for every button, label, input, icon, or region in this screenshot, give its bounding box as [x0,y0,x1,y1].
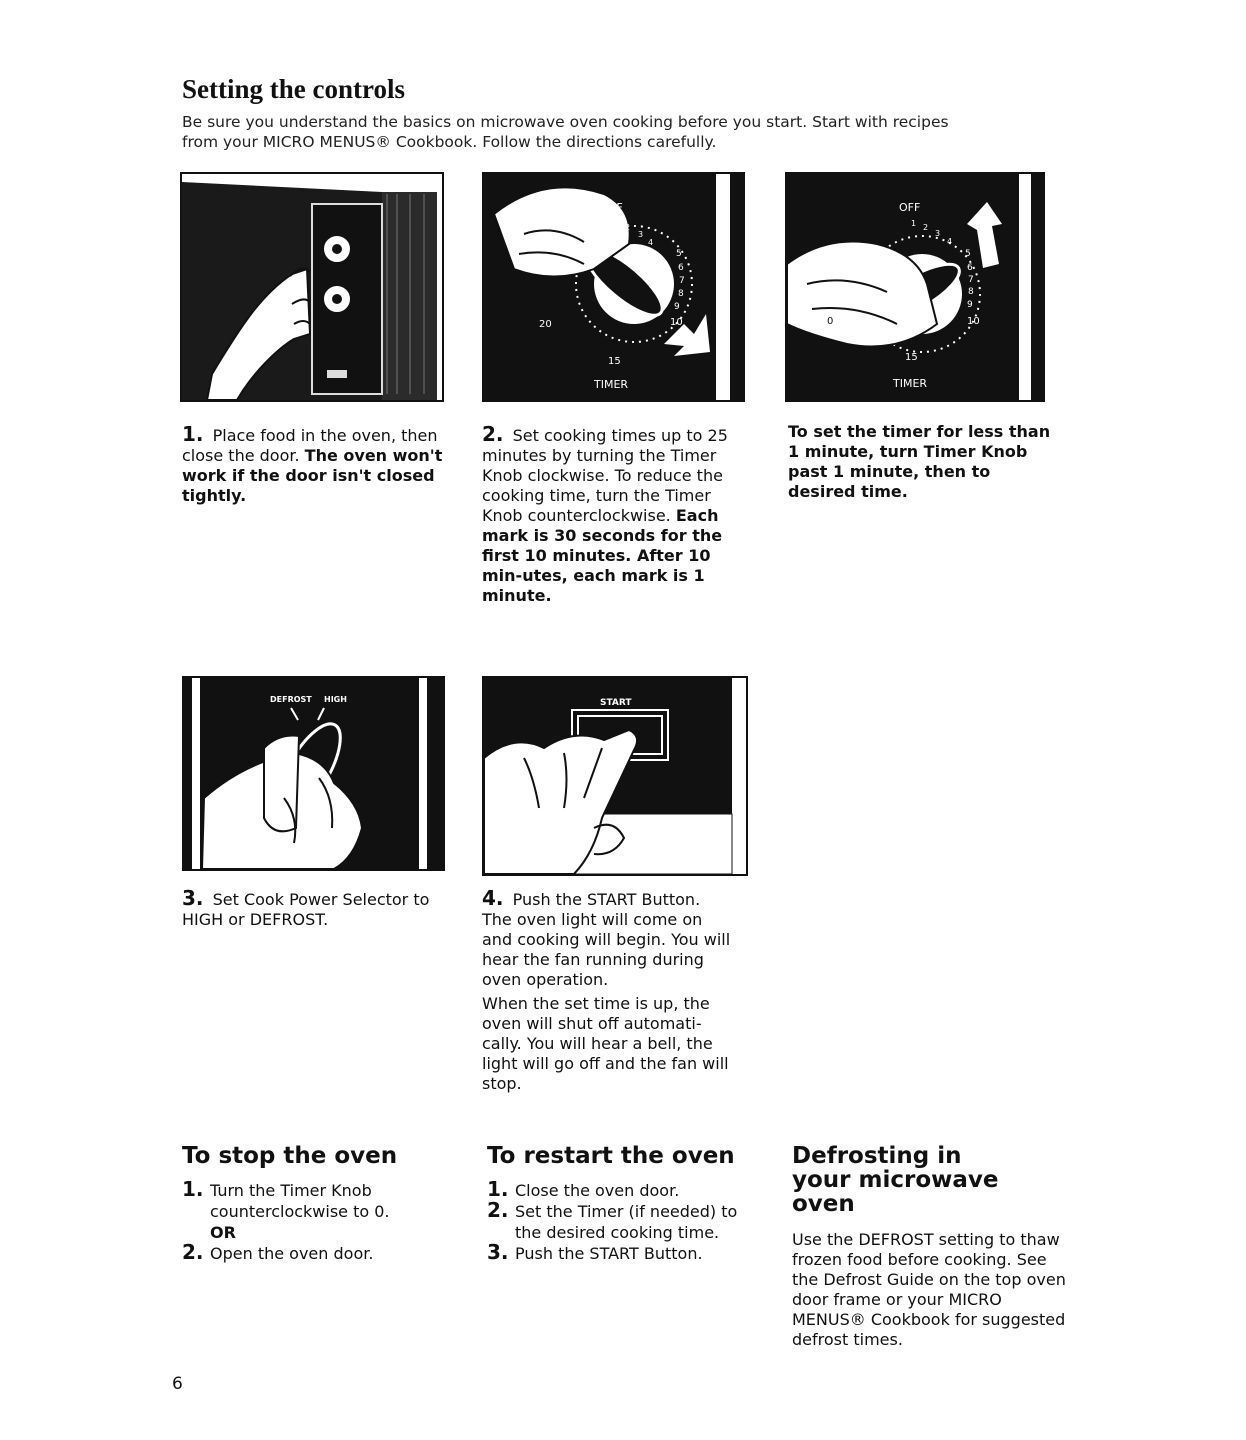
restart-item-3-number: 3. [487,1240,509,1264]
defrost-section [792,1144,1072,1350]
step-2-caption [482,424,744,606]
figure-oven-door [180,172,444,402]
timer-mark-15: 15 [608,356,621,367]
step-2-bold: Each mark is 30 seconds for the first 10 minutes. After 10 min-utes, each mark is 1 minute. [482,506,723,605]
timer2-mark-1: 1 [911,219,917,228]
figure-start-button [482,676,748,876]
figure-timer-past-one [785,172,1045,402]
figure-cook-power [182,676,445,871]
restart-item-3-text: Push the START Button. [515,1244,703,1263]
timer2-mark-10: 10 [967,316,980,327]
stop-list-continued [182,1240,452,1264]
step-2-number: 2. [482,422,504,446]
stop-item-2-text: Open the oven door. [210,1244,374,1263]
step-3-caption [182,888,444,930]
timer2-mark-5: 5 [965,249,971,259]
restart-item-1-text: Close the oven door. [515,1181,680,1200]
cook-label: :OOK [266,856,295,869]
timer2-mark-3: 3 [935,229,941,238]
list-item [182,1240,452,1264]
timer-mark-8: 8 [678,289,684,299]
timer-mark-20: 20 [539,319,552,330]
stop-item-1-number: 1. [182,1177,204,1201]
step-4-number: 4. [482,886,504,910]
timer2-mark-4: 4 [947,237,953,246]
timer-mark-5: 5 [676,249,682,259]
timer-mark-9: 9 [674,302,680,312]
timer-mark-2: 2 [625,223,631,232]
list-item [487,1240,753,1264]
page-title: Setting the controls [182,74,405,104]
step-4-caption [482,888,732,990]
timer2-off-label: OFF [899,201,921,214]
figure-timer-clockwise [482,172,745,402]
cook-power-illustration [184,678,443,869]
step-1-text: Place food in the oven, then close the door. [182,426,438,465]
stop-section [182,1144,452,1264]
defrost-heading: Defrosting in your microwave oven [792,1143,999,1217]
restart-item-2-number: 2. [487,1198,509,1222]
stop-item-1-text: Turn the Timer Knob counterclockwise to 0. [210,1181,390,1221]
step-1-caption [182,424,454,506]
timer2-mark-8: 8 [968,287,974,297]
timer2-mark-9: 9 [967,300,973,310]
restart-item-2-text: Set the Timer (if needed) to the desired cooking time. [515,1202,738,1242]
restart-list [487,1177,753,1264]
timer2-mark-7: 7 [968,275,974,285]
start-label: START [600,698,632,708]
stop-list [182,1177,452,1222]
timer-knob-past-illustration [787,174,1043,400]
timer-mark-3: 3 [638,230,644,239]
restart-heading: To restart the oven [487,1143,735,1169]
timer-knob-illustration [484,174,743,400]
stop-item-2-number: 2. [182,1240,204,1264]
list-item [182,1177,452,1222]
timer-mark-4: 4 [648,238,654,247]
oven-door-illustration [182,174,442,400]
restart-item-1-number: 1. [487,1177,509,1201]
list-item [487,1177,753,1201]
timer-mark-7: 7 [679,276,685,286]
step-3-number: 3. [182,886,204,910]
step-1-number: 1. [182,422,204,446]
timer2-mark-2: 2 [923,223,929,232]
timer2-mark-6: 6 [967,263,973,273]
defrost-label: DEFROST [270,695,312,704]
timer-mark-10: 10 [670,317,683,328]
list-item [487,1198,753,1243]
step-4-text: Push the START Button. The oven light will come on and cooking will begin. You will hear the fan running during oven operation. [482,890,731,989]
stop-heading: To stop the oven [182,1143,398,1169]
high-label: HIGH [324,695,347,704]
timer-mark-6: 6 [678,263,684,273]
restart-section [487,1144,753,1264]
step-4-followup: When the set time is up, the oven will shut off automati-cally. You will hear a bell, the light will go off and the fan will stop. [482,994,729,1093]
intro-text: Be sure you understand the basics on microwave oven cooking before you start. Start with recipes from your MICRO MENUS® Cookbook. Follow the directions carefully. [182,113,949,151]
start-button-illustration [484,678,746,874]
stop-or: OR [210,1223,236,1242]
timer-off-label: FF [610,201,623,214]
defrost-text: Use the DEFROST setting to thaw frozen food before cooking. See the Defrost Guide on the top oven door frame or your MICRO MENUS® Cookbook for suggested defrost times. [792,1230,1066,1349]
page-number: 6 [172,1374,183,1394]
step-1-bold: The oven won't work if the door isn't closed tightly. [182,446,443,505]
timer-mark-1: 1 [613,219,619,228]
step-3-text: Set Cook Power Selector to HIGH or DEFROST. [182,890,430,929]
step-2-text: Set cooking times up to 25 minutes by turning the Timer Knob clockwise. To reduce the cooking time, turn the Timer Knob counterclockwise. [482,426,728,525]
timer2-mark-15: 15 [905,352,918,363]
timer2-mark-0: 0 [827,316,834,327]
timer2-label: TIMER [893,377,928,390]
timer-label: TIMER [594,378,629,391]
timer-less-than-minute-note: To set the timer for less than 1 minute, turn Timer Knob past 1 minute, then to desired time. [788,422,1051,501]
